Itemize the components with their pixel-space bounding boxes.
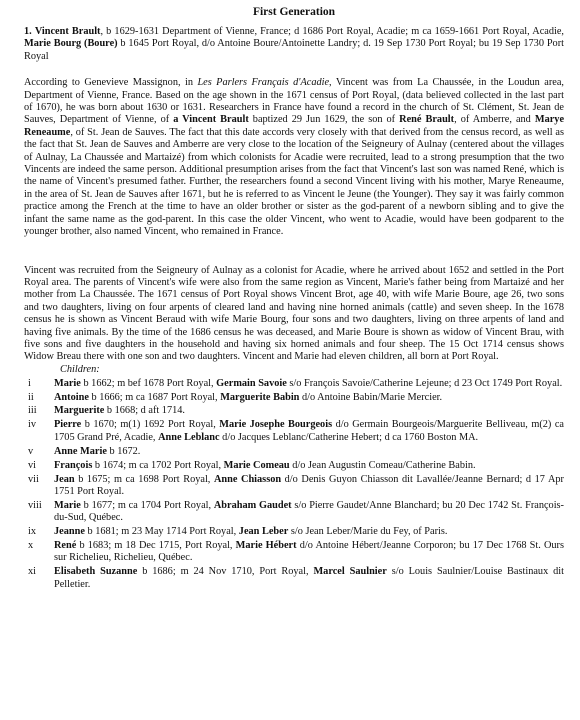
child-number: iii <box>28 405 37 417</box>
text-span: According to Genevieve Massignon, in <box>24 77 198 89</box>
page-title: First Generation <box>252 6 336 18</box>
child-spouse: Marie Josephe Bourgeois <box>219 419 333 431</box>
census-paragraph: Vincent was recruited from the Seigneury of Aulnay as a colonist for Acadie, where he arrived about 1652 and settled in the Port Royal area. The parents of Vincent's wife were also from the same region as Vincent, Marie's father being from Martaizé and her mother from La Chaussée. The 1671 census of Port Royal shows Vincent Brot, age 40, with wife Marie Boure, age 26, two sons and two daughters, living on four arpents of cleared land and having nine horned animals (cattle) and seven sheep. In the 1678 census he is shown as Vincent Beraud with wife Marie Bourg, four sons and two daughters, living on three arpents of land and having five animals. By the time of the 1686 census he was deceased, and Marie Boure is shown as widow of Vincent Brau, with five sons and five daughters in the household and having six horned animals and four sheep. The 15 Oct 1714 census shows Widow Breau there with one son and two daughters. Vincent and Marie had eleven children, all born at Port Royal. <box>24 264 564 363</box>
entry-number: 1. <box>24 26 32 37</box>
child-text <box>54 500 564 525</box>
child-name: Jeanne <box>54 526 85 538</box>
child-detail: b 1674; m ca 1702 Port Royal, <box>92 459 224 471</box>
child-number: viii <box>28 499 42 511</box>
child-item <box>24 460 564 472</box>
child-text <box>54 419 564 444</box>
child-item <box>24 446 564 458</box>
child-spouse: Anne Chiasson <box>213 473 282 485</box>
child-item <box>24 419 564 444</box>
child-detail: d/o Jean Augustin Comeau/Catherine Babin. <box>289 459 476 471</box>
child-number: vii <box>28 473 39 485</box>
child-name: Marguerite <box>54 405 105 417</box>
text-span: , of St. Jean de Sauves. The fact that this date accords very closely with that derived from the census record, as well as the fact that St. Jean de Sauves and Amberre are very close to the location of the Seigneury of Aulnay (centered about the villages of Aulnay, La Chaussée and Martaizé) from which colonists for Acadie were recruited, lead to a strong presumption that the two Vincents are indeed the same person. Additional presumption arises from the fact that Vincent's last son was named René, which is the name of Vincent's presumed father. Further, the researchers found a second Vincent living with his mother, Marye Reneaume, in the area of St. Jean de Sauves after 1671, but he is referred to as Vincent le Jeune (the Younger). They say it was fairly common practice among the French at the time to have an older brother or sister as the god-parent of a newborn sibling and to give the infant the same name as the god-parent. In this case the older Vincent, who went to Acadie, would have been godparent to the younger brother, also named Vincent, who remained in France. <box>24 126 564 238</box>
child-spouse: Marie Hébert <box>235 540 297 552</box>
child-name: Marie <box>54 377 81 389</box>
entry-text: , b 1629-1631 Department of Vienne, France; d 1686 Port Royal, Acadie; m ca 1659-1661 Port Royal, Acadie, <box>100 26 564 37</box>
child-text <box>54 405 564 417</box>
child-name: François <box>54 459 93 471</box>
child-item <box>24 378 564 390</box>
child-detail: b 1662; m bef 1678 Port Royal, <box>80 377 217 389</box>
origin-paragraph <box>24 77 564 238</box>
children-list <box>24 378 564 592</box>
child-name: Pierre <box>54 419 82 431</box>
child-name: Marie <box>54 499 81 511</box>
child-detail: b 1681; m 23 May 1714 Port Royal, <box>84 526 239 538</box>
child-detail: b 1675; m ca 1698 Port Royal, <box>74 473 214 485</box>
child-number: iv <box>28 419 37 431</box>
child-number: xi <box>28 566 37 578</box>
child-item <box>24 405 564 417</box>
child-text <box>54 460 564 472</box>
child-item <box>24 500 564 525</box>
child-number: ix <box>28 526 37 538</box>
child-spouse: Marcel Saulnier <box>313 566 387 578</box>
child-item <box>24 526 564 538</box>
child-item <box>24 392 564 404</box>
child-number: v <box>28 445 34 457</box>
child-text <box>54 474 564 499</box>
text-span: baptized 29 Jun 1629, the son of <box>248 114 400 126</box>
child-spouse: Marie Comeau <box>223 459 290 471</box>
entry-text: b 1645 Port Royal, d/o Antoine Boure/Antoinette Landry; d. 19 Sep 1730 Port Royal; bu 19 Sep 1730 Port Royal <box>24 38 564 62</box>
bold-name: a Vincent Brault <box>173 114 249 126</box>
child-detail: s/o Pierre Gaudet/Anne Blanchard; bu 20 Dec 1742 St. François-du-Sud, Québec. <box>54 499 564 524</box>
child-detail: b 1672. <box>106 445 141 457</box>
child-detail: s/o Louis Saulnier/Louise Bastinaux dit Pelletier. <box>54 566 564 590</box>
entry-paragraph <box>24 26 564 63</box>
text-span: , of Amberre, and <box>454 114 535 126</box>
child-spouse: Anne Leblanc <box>158 431 220 443</box>
text-span: , Vincent was from La Chaussée, in the Loudun area, Department of Vienne, France. Based on the age shown in the 1671 census of Port Royal, (data believed collected in the last part of 1670), he was born about 1630 or 1631. Researchers in France have found a record in the church of St. Clément, St. Jean de Sauves, Department of Vienne, of <box>24 77 564 126</box>
child-name: Antoine <box>54 391 89 403</box>
child-detail: b 1683; m 18 Dec 1715, Port Royal, <box>76 540 236 552</box>
child-text <box>54 526 564 538</box>
entry-spouse: Marie Bourg (Boure) <box>24 38 118 50</box>
child-item <box>24 566 564 591</box>
child-spouse: Jean Leber <box>238 526 289 538</box>
child-detail: b 1677; m ca 1704 Port Royal, <box>80 499 214 511</box>
child-spouse: Abraham Gaudet <box>213 499 292 511</box>
child-number: vi <box>28 459 37 471</box>
child-detail: d/o Germain Bourgeois/Marguerite Belliveau, m(2) ca 1705 Grand Pré, Acadie, <box>54 419 564 443</box>
child-detail: b 1666; m ca 1687 Port Royal, <box>88 391 221 403</box>
child-text <box>54 446 564 458</box>
child-detail: b 1668; d aft 1714. <box>104 405 185 417</box>
child-text <box>54 392 564 404</box>
child-name: Jean <box>54 473 75 485</box>
child-number: i <box>28 377 31 389</box>
bold-name: René Brault <box>399 114 455 126</box>
child-detail: d/o Antoine Babin/Marie Mercier. <box>299 391 443 403</box>
bold-name: Marye Reneaume <box>24 114 565 138</box>
child-number: x <box>28 540 34 552</box>
child-detail: b 1686; m 24 Nov 1710, Port Royal, <box>137 566 314 578</box>
child-text <box>54 540 564 565</box>
child-name: René <box>54 540 77 552</box>
child-name: Elisabeth Suzanne <box>54 566 138 578</box>
children-label: Children: <box>60 363 100 375</box>
child-detail: s/o Jean Leber/Marie du Fey, of Paris. <box>288 526 448 538</box>
entry-name: Vincent Brault <box>34 26 101 37</box>
child-detail: d/o Jacques Leblanc/Catherine Hebert; d ca 1760 Boston MA. <box>219 431 479 443</box>
child-text <box>54 566 564 591</box>
book-title: Les Parlers Français d'Acadie <box>197 77 330 89</box>
child-spouse: Germain Savoie <box>216 377 287 389</box>
child-item <box>24 540 564 565</box>
child-detail: s/o François Savoie/Catherine Lejeune; d 23 Oct 1749 Port Royal. <box>286 377 563 389</box>
child-detail: b 1670; m(1) 1692 Port Royal, <box>81 419 220 431</box>
child-item <box>24 474 564 499</box>
child-number: ii <box>28 391 34 403</box>
child-detail: d/o Antoine Hébert/Jeanne Corporon; bu 17 Dec 1768 St. Ours sur Richelieu, Richelieu, Québec. <box>54 540 564 564</box>
child-name: Anne Marie <box>54 445 107 457</box>
child-detail: d/o Denis Guyon Chiasson dit Lavallée/Jeanne Bernard; d 17 Apr 1751 Port Royal. <box>54 473 564 497</box>
child-text <box>54 378 564 390</box>
child-spouse: Marguerite Babin <box>220 391 300 403</box>
